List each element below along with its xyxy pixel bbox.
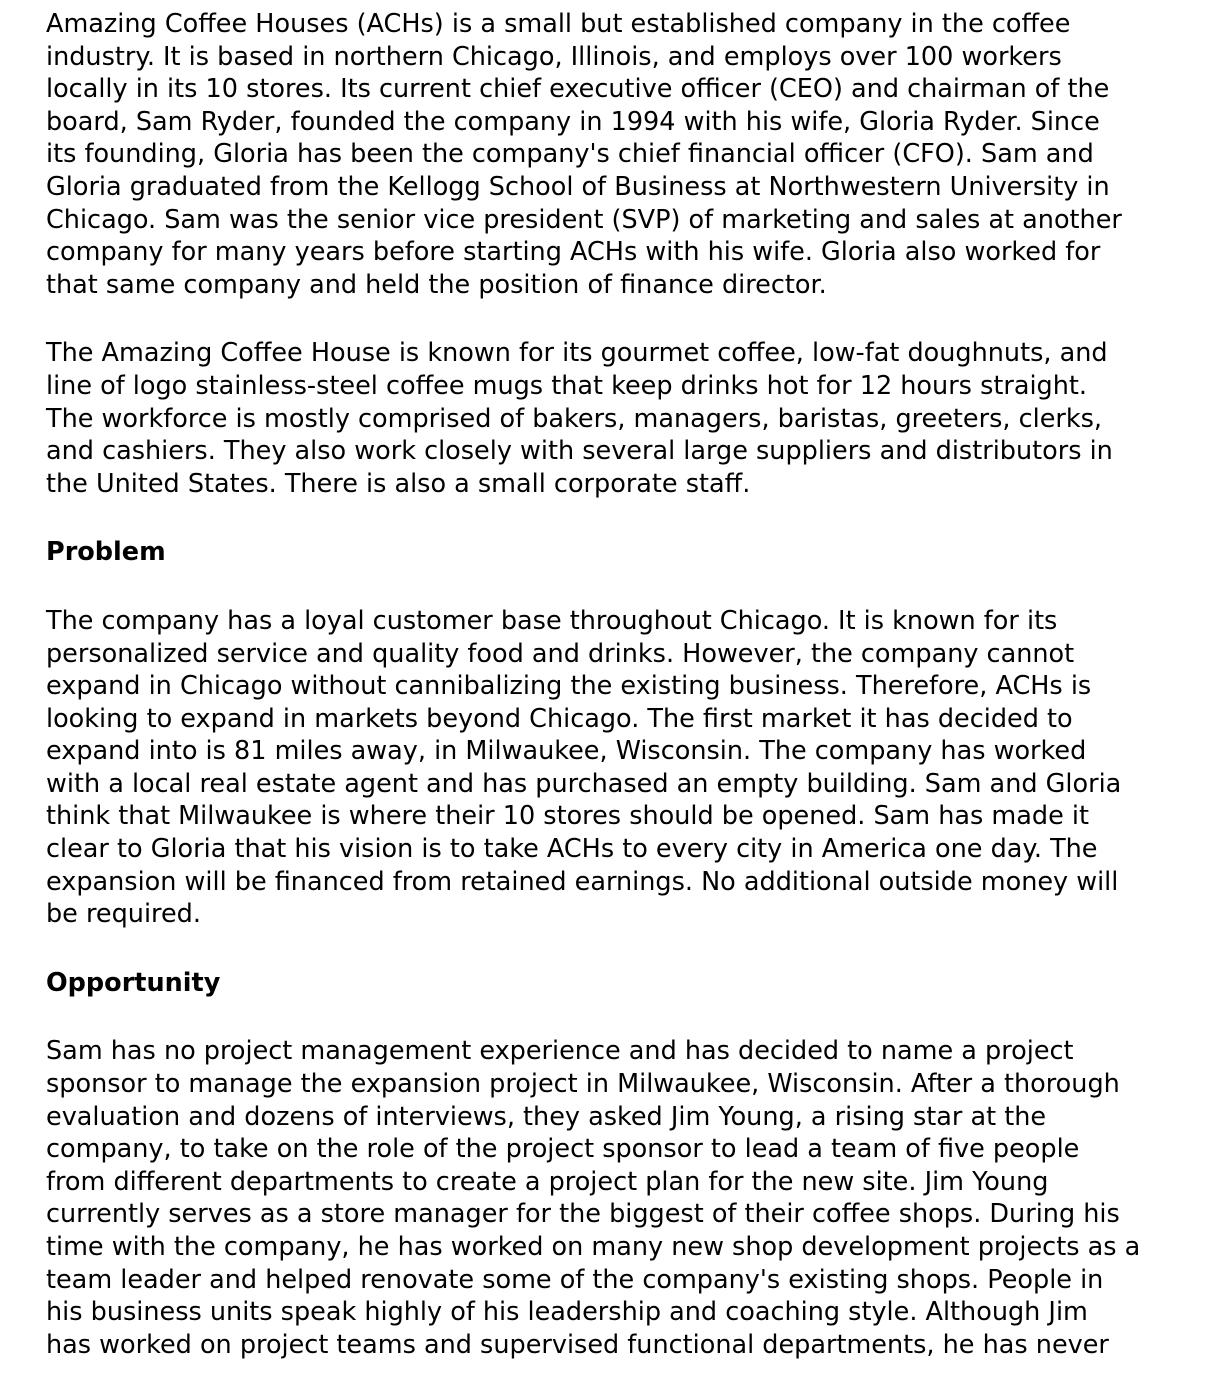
text-line: company for many years before starting ACHs with his wife. Gloria also worked for	[46, 237, 1101, 268]
intro-paragraph-2	[46, 337, 1206, 500]
text-line: think that Milwaukee is where their 10 stores should be opened. Sam has made it	[46, 801, 1089, 832]
text-line: currently serves as a store manager for the biggest of their coffee shops. During his	[46, 1199, 1120, 1230]
text-line: expand in Chicago without cannibalizing the existing business. Therefore, ACHs is	[46, 671, 1092, 702]
text-line: The Amazing Coffee House is known for its gourmet coffee, low-fat doughnuts, and	[46, 338, 1108, 369]
text-line: company, to take on the role of the project sponsor to lead a team of five people	[46, 1134, 1080, 1165]
text-line: Amazing Coffee Houses (ACHs) is a small but established company in the coffee	[46, 9, 1071, 39]
text-line: The company has a loyal customer base throughout Chicago. It is known for its	[46, 605, 1058, 636]
text-line: personalized service and quality food and drinks. However, the company cannot	[46, 638, 1075, 669]
text-line: that same company and held the position of finance director.	[46, 269, 827, 300]
text-line: from different departments to create a project plan for the new site. Jim Young	[46, 1166, 1049, 1197]
text-line: its founding, Gloria has been the company's chief financial officer (CFO). Sam and	[46, 139, 1094, 170]
text-line: be required.	[46, 899, 201, 930]
opportunity-paragraph	[46, 1035, 1206, 1361]
text-line: time with the company, he has worked on many new shop development projects as a	[46, 1232, 1141, 1262]
text-line: evaluation and dozens of interviews, they asked Jim Young, a rising star at the	[46, 1101, 1047, 1132]
text-line: locally in its 10 stores. Its current chief executive officer (CEO) and chairman of the	[46, 74, 1110, 105]
text-line: his business units speak highly of his leadership and coaching style. Although Jim	[46, 1297, 1088, 1328]
document-body	[46, 8, 1206, 1397]
problem-paragraph	[46, 605, 1206, 931]
text-line: Chicago. Sam was the senior vice president (SVP) of marketing and sales at another	[46, 204, 1122, 235]
text-line: expansion will be financed from retained earnings. No additional outside money will	[46, 866, 1119, 897]
text-line: Sam has no project management experience and has decided to name a project	[46, 1036, 1074, 1067]
text-line: sponsor to manage the expansion project in Milwaukee, Wisconsin. After a thorough	[46, 1069, 1120, 1100]
text-line: industry. It is based in northern Chicago, Illinois, and employs over 100 workers	[46, 41, 1062, 72]
text-line: expand into is 81 miles away, in Milwaukee, Wisconsin. The company has worked	[46, 736, 1087, 767]
text-line: The workforce is mostly comprised of bakers, managers, baristas, greeters, clerks,	[46, 403, 1103, 434]
text-line: the United States. There is also a small corporate staff.	[46, 468, 751, 499]
text-line: team leader and helped renovate some of the company's existing shops. People in	[46, 1264, 1104, 1295]
text-line: looking to expand in markets beyond Chicago. The first market it has decided to	[46, 703, 1073, 734]
text-line: clear to Gloria that his vision is to take ACHs to every city in America one day. The	[46, 834, 1098, 865]
opportunity-heading: Opportunity	[46, 967, 221, 998]
text-line: has worked on project teams and supervised functional departments, he has never	[46, 1329, 1109, 1360]
text-line: Gloria graduated from the Kellogg School of Business at Northwestern University in	[46, 171, 1110, 202]
intro-paragraph-1	[46, 8, 1206, 301]
problem-heading: Problem	[46, 537, 166, 568]
text-line: line of logo stainless-steel coffee mugs that keep drinks hot for 12 hours straight.	[46, 370, 1088, 401]
text-line: board, Sam Ryder, founded the company in 1994 with his wife, Gloria Ryder. Since	[46, 106, 1100, 137]
text-line: with a local real estate agent and has purchased an empty building. Sam and Gloria	[46, 768, 1122, 799]
text-line: and cashiers. They also work closely with several large suppliers and distributors in	[46, 436, 1113, 467]
